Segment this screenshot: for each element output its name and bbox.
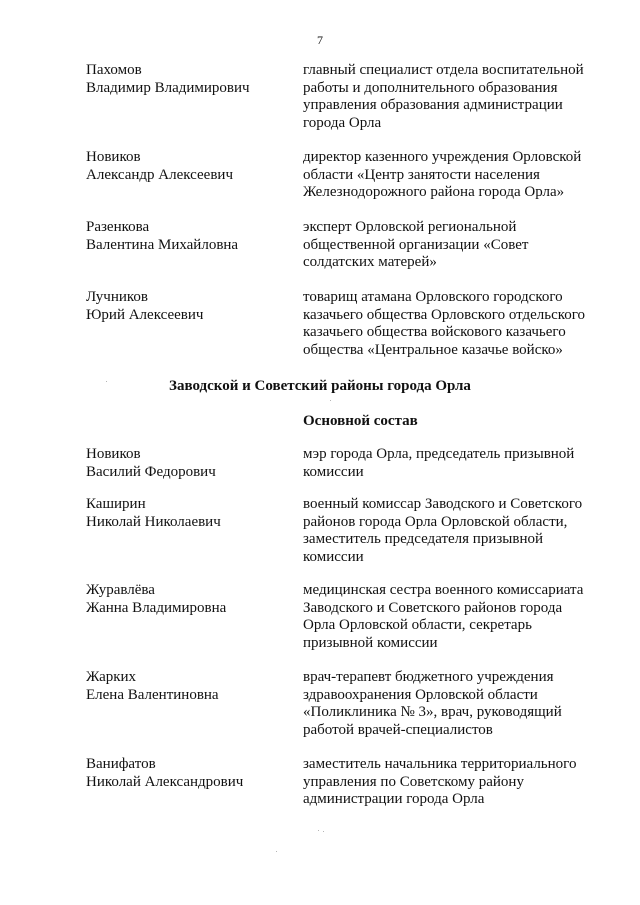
member-surname: Новиков (86, 149, 141, 165)
member-surname: Журавлёва (86, 582, 155, 598)
member-name (86, 669, 286, 704)
member-name (86, 496, 286, 531)
scan-speck (106, 381, 107, 382)
position-line: управления по Советскому району (303, 773, 524, 790)
member-name (86, 756, 286, 791)
member-position (303, 582, 603, 652)
member-name (86, 149, 286, 184)
member-name (86, 62, 286, 97)
member-surname: Лучников (86, 289, 149, 305)
member-given-names: Юрий Алексеевич (86, 306, 204, 323)
position-line: комиссии (303, 548, 364, 565)
position-line: главный специалист отдела воспитательной (303, 62, 584, 78)
member-position (303, 496, 603, 566)
member-surname: Ванифатов (86, 756, 156, 772)
scan-speck (318, 830, 319, 831)
member-surname: Жарких (86, 669, 137, 685)
position-line: администрации города Орла (303, 791, 485, 807)
section-heading: Заводской и Советский районы города Орла (169, 378, 471, 394)
position-line: здравоохранения Орловской области (303, 686, 538, 703)
member-given-names: Александр Алексеевич (86, 166, 233, 183)
position-line: общества «Центральное казачье войско» (303, 341, 563, 358)
member-surname: Новиков (86, 446, 141, 462)
position-line: управления образования администрации (303, 97, 563, 113)
position-line: районов города Орла Орловской области, (303, 513, 568, 530)
member-surname: Разенкова (86, 219, 150, 235)
page-number: 7 (317, 33, 323, 47)
member-name (86, 582, 286, 617)
position-line: Железнодорожного района города Орла» (303, 184, 565, 200)
member-position (303, 289, 603, 359)
scan-speck (323, 831, 324, 832)
member-position (303, 149, 603, 202)
member-given-names: Валентина Михайловна (86, 236, 239, 253)
member-given-names: Жанна Владимировна (86, 599, 227, 616)
member-given-names: Владимир Владимирович (86, 79, 250, 96)
position-line: казачьего общества Орловского отдельского (303, 306, 586, 323)
member-position (303, 219, 603, 272)
position-line: Заводского и Советского районов города (303, 599, 563, 616)
member-given-names: Николай Николаевич (86, 513, 221, 530)
position-line: работы и дополнительного образования (303, 79, 558, 96)
position-line: Орла Орловской области, секретарь (303, 617, 532, 633)
member-name (86, 289, 286, 324)
position-line: заместитель начальника территориального (303, 756, 577, 772)
member-surname: Пахомов (86, 62, 142, 78)
position-line: призывной комиссии (303, 634, 438, 651)
position-line: общественной организации «Совет (303, 236, 529, 253)
position-line: эксперт Орловской региональной (303, 219, 517, 235)
position-line: работой врачей-специалистов (303, 721, 493, 738)
member-position (303, 446, 603, 481)
member-surname: Каширин (86, 496, 146, 512)
position-line: города Орла (303, 114, 382, 131)
member-given-names: Елена Валентиновна (86, 686, 219, 703)
member-name (86, 219, 286, 254)
position-line: заместитель председателя призывной (303, 531, 543, 547)
member-position (303, 62, 603, 132)
subsection-heading: Основной состав (303, 413, 418, 429)
position-line: товарищ атамана Орловского городского (303, 289, 563, 305)
position-line: врач-терапевт бюджетного учреждения (303, 669, 554, 685)
position-line: медицинская сестра военного комиссариата (303, 582, 584, 598)
member-position (303, 756, 603, 809)
position-line: области «Центр занятости населения (303, 166, 540, 183)
member-position (303, 669, 603, 739)
position-line: директор казенного учреждения Орловской (303, 149, 582, 165)
position-line: военный комиссар Заводского и Советского (303, 496, 583, 512)
position-line: «Поликлиника № 3», врач, руководящий (303, 704, 562, 720)
position-line: казачьего общества войскового казачьего (303, 324, 566, 340)
scan-speck (330, 400, 331, 401)
position-line: солдатских матерей» (303, 254, 437, 270)
member-name (86, 446, 286, 481)
position-line: комиссии (303, 463, 364, 480)
member-given-names: Василий Федорович (86, 463, 216, 480)
position-line: мэр города Орла, председатель призывной (303, 446, 575, 462)
scan-speck (276, 851, 277, 852)
member-given-names: Николай Александрович (86, 773, 244, 790)
